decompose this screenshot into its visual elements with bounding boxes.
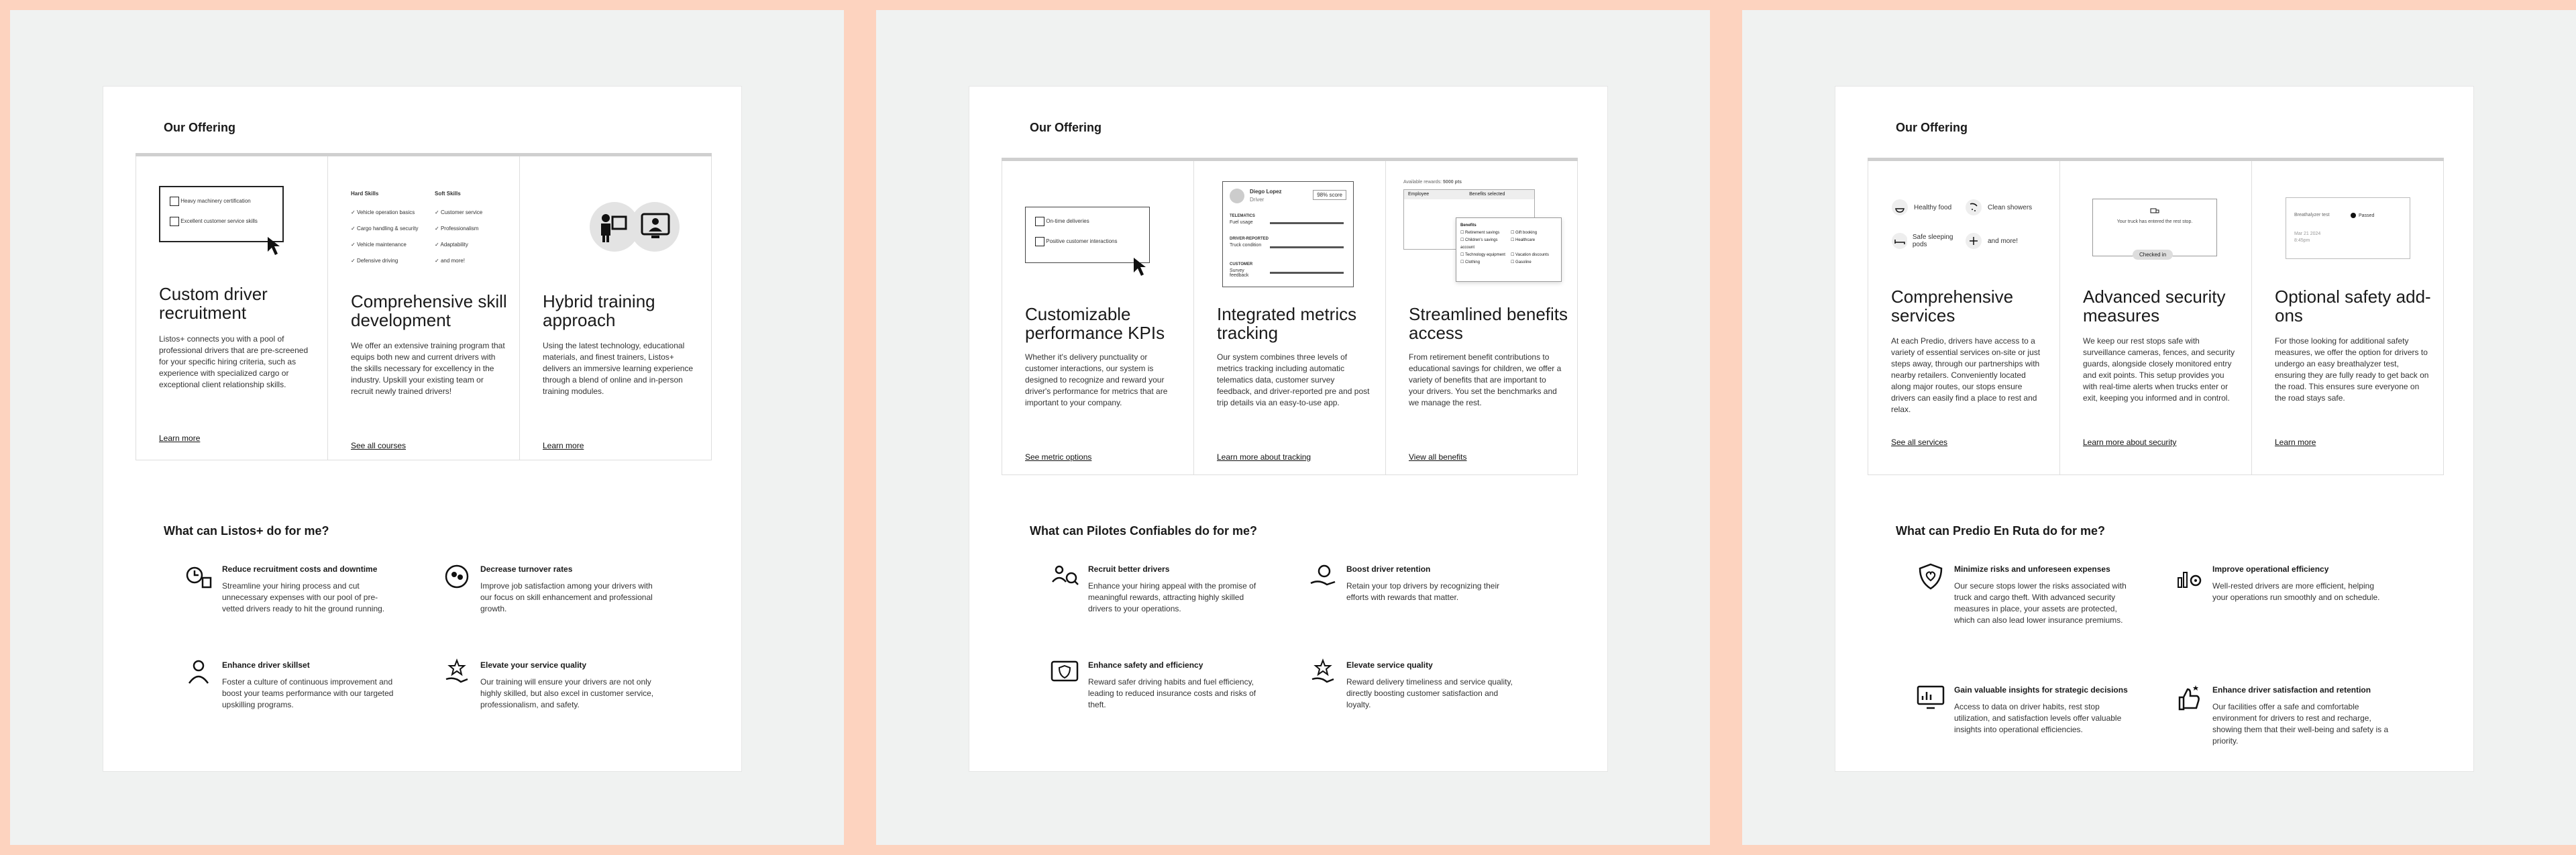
- test-time: 8:45pm: [2294, 238, 2310, 243]
- money-clock-icon: [184, 562, 213, 591]
- see-all-courses-link[interactable]: See all courses: [351, 441, 407, 450]
- security-alert-illustration: [2092, 199, 2217, 260]
- benefit-desc: Retain your top drivers by recognizing their efforts with rewards that matter.: [1346, 581, 1500, 602]
- benefit-item: [2174, 685, 2389, 747]
- test-label: Breathalyzer test: [2294, 213, 2330, 217]
- benefits-table-illustration: [1403, 180, 1571, 287]
- card-title: Integrated metrics tracking: [1217, 304, 1357, 343]
- benefit-desc: Enhance your hiring appeal with the promise of meaningful rewards, attracting highly skilled drivers to your operations.: [1088, 581, 1256, 613]
- benefit-item: [184, 564, 398, 615]
- benefit-item: [1916, 685, 2131, 736]
- offering-card-skills: [328, 156, 520, 460]
- card-desc: For those looking for additional safety measures, we offer the option for drivers to undergo an easy breathalyzer test, ensuring they are fully ready to get back on the road. This ensures sure everyone on the road stays safe.: [2275, 336, 2429, 403]
- card-desc: Using the latest technology, educational materials, and finest trainers, Listos+ delivers an immersive learning experience through a blend of online and in-person training modules.: [543, 341, 694, 396]
- benefit-desc: Streamline your hiring process and cut unnecessary expenses with our pool of pre-vetted drivers ready to hit the ground running.: [222, 581, 385, 613]
- driver-training-icon: [184, 658, 213, 687]
- offering-card-benefits: [1386, 161, 1578, 475]
- benefit-item: [184, 660, 398, 711]
- test-result: Passed: [2359, 213, 2375, 218]
- benefit-item: [1308, 564, 1523, 603]
- checkbox-icon: [1035, 237, 1044, 246]
- cursor-icon: [266, 236, 284, 257]
- truck-icon: [2150, 206, 2159, 215]
- checkbox-icon: [170, 197, 179, 206]
- people-cycle-icon: [442, 562, 472, 591]
- card-desc: We offer an extensive training program that equips both new and current drivers with the skills necessary for excellency in the industry. Upskill your existing team or recruit newly trained drivers!: [351, 341, 505, 396]
- benefit-title: Elevate your service quality: [480, 660, 587, 670]
- online-class-icon: [641, 213, 670, 242]
- avatar: [1230, 189, 1244, 203]
- benefit-title: Decrease turnover rates: [480, 564, 573, 574]
- card-desc: At each Predio, drivers have access to a variety of essential services on-site or just steps away, through our partnerships with nearby retailers. Conveniently located along major routes, our stops ensure drivers can easily find a place to rest and relax.: [1891, 336, 2041, 414]
- benefit-desc: Access to data on driver habits, rest stop utilization, and satisfaction levels offer valuable insights into operational efficiencies.: [1954, 702, 2122, 734]
- benefit-item: [1308, 660, 1523, 711]
- thumbs-up-stars-icon: [2174, 683, 2204, 712]
- what-title: What can Pilotes Confiables do for me?: [1030, 524, 1258, 538]
- bed-icon: [1891, 232, 1907, 250]
- row-label: Survey feedback: [1230, 268, 1249, 278]
- view-all-benefits-link[interactable]: View all benefits: [1409, 452, 1467, 462]
- benefit-title: Enhance safety and efficiency: [1088, 660, 1203, 670]
- benefits-popup-title: Benefits: [1460, 223, 1477, 228]
- service-label: Clean showers: [1988, 203, 2033, 211]
- offering-card-security: [2060, 161, 2252, 475]
- row-label: Truck condition: [1230, 243, 1262, 248]
- benefits-col: Benefits selected: [1469, 192, 1505, 197]
- benefit-desc: Well-rested drivers are more efficient, helping your operations run smoothly and on schedule.: [2212, 581, 2380, 602]
- alert-text: Your truck has entered the rest stop.: [2116, 219, 2193, 224]
- benefit-title: Reduce recruitment costs and downtime: [222, 564, 378, 574]
- learn-more-link[interactable]: Learn more: [543, 441, 584, 450]
- card-desc: We keep our rest stops safe with surveillance cameras, fences, and security guards, alongside closely monitored entry and exit points. This setup provides you with real-time alerts when trucks enter or exit, keeping you informed and in control.: [2083, 336, 2235, 403]
- driver-metrics-illustration: [1222, 181, 1354, 287]
- offering-strip: [1868, 158, 2444, 475]
- benefit-title: Elevate service quality: [1346, 660, 1433, 670]
- check-label: On-time deliveries: [1046, 218, 1089, 225]
- card-title: Custom driver recruitment: [159, 284, 268, 323]
- benefit-item: [1916, 564, 2131, 626]
- panel-predio: [1742, 10, 2576, 845]
- soft-skills-title: Soft Skills: [435, 191, 461, 197]
- benefit-desc: Our training will ensure your drivers are not only highly skilled, but also excel in customer service, professionalism, and safety.: [480, 677, 654, 709]
- status-dot-icon: [2351, 213, 2356, 218]
- skills-illustration: [351, 174, 505, 273]
- benefit-desc: Reward delivery timeliness and service quality, directly boosting customer satisfaction and loyalty.: [1346, 677, 1513, 709]
- check-label: Positive customer interactions: [1046, 238, 1118, 245]
- offering-card-tracking: [1194, 161, 1386, 475]
- benefit-title: Recruit better drivers: [1088, 564, 1170, 574]
- services-illustration: [1891, 179, 2045, 278]
- offering-card-recruitment: [136, 156, 328, 460]
- offering-card-services: [1868, 161, 2060, 475]
- hard-skills-title: Hard Skills: [351, 191, 379, 197]
- offering-card-kpis: [1002, 161, 1194, 475]
- benefit-title: Gain valuable insights for strategic decisions: [1954, 685, 2128, 695]
- section-label: DRIVER-REPORTED: [1230, 237, 1269, 241]
- card-title: Advanced security measures: [2083, 287, 2226, 325]
- card-title: Optional safety add-ons: [2275, 287, 2431, 325]
- checkbox-icon: [170, 217, 179, 226]
- offering-title: Our Offering: [164, 121, 235, 134]
- offering-card-hybrid: [520, 156, 712, 460]
- card-desc: Listos+ connects you with a pool of professional drivers that are pre-screened for your specific hiring criteria, such as experience with specialized cargo or exceptional client relationship skills.: [159, 334, 309, 389]
- recruit-icon: [1050, 562, 1079, 591]
- what-title: What can Predio En Ruta do for me?: [1896, 524, 2106, 538]
- card-title: Customizable performance KPIs: [1025, 304, 1165, 343]
- benefit-title: Improve operational efficiency: [2212, 564, 2329, 574]
- benefit-desc: Improve job satisfaction among your drivers with our focus on skill enhancement and professional growth.: [480, 581, 653, 613]
- hand-star-icon: [442, 658, 472, 687]
- shield-heart-icon: [1916, 562, 1945, 591]
- check-label: Heavy machinery certification: [180, 198, 251, 205]
- check-label: Excellent customer service skills: [180, 218, 258, 225]
- card-desc: From retirement benefit contributions to educational savings for children, we offer a variety of benefits that are important to your drivers. You set the benchmarks and we manage the rest.: [1409, 352, 1562, 407]
- what-title: What can Listos+ do for me?: [164, 524, 329, 538]
- offering-title: Our Offering: [1030, 121, 1102, 134]
- see-all-services-link[interactable]: See all services: [1891, 438, 1948, 447]
- section-label: TELEMATICS: [1230, 214, 1255, 218]
- benefit-desc: Our secure stops lower the risks associated with truck and cargo theft. With advanced security measures in place, your assets are protected, which can also lead lower insurance premiums.: [1954, 581, 2127, 625]
- card-desc: Whether it's delivery punctuality or customer interactions, our system is designed to recognize and reward your driver's performance for metrics that are important to your company.: [1025, 352, 1168, 407]
- checklist-illustration: [159, 174, 313, 273]
- offering-title: Our Offering: [1896, 121, 1968, 134]
- panel-listos: [10, 10, 844, 845]
- kpi-checklist-illustration: [1025, 179, 1179, 278]
- checkbox-icon: [1035, 217, 1044, 226]
- driver-name: Diego Lopez: [1250, 189, 1282, 195]
- hand-star-icon: [1308, 658, 1338, 687]
- service-label: Safe sleeping pods: [1912, 234, 1953, 248]
- panel-pilotes: [876, 10, 1710, 845]
- hybrid-training-illustration: [543, 174, 697, 273]
- benefit-item: [442, 660, 657, 711]
- service-label: and more!: [1988, 237, 2019, 245]
- benefits-popup: Benefits ☐ Retirement savings ☐ Gift booking ☐ Children's savings account ☐ Healthcare ☐ Technology equipment ☐ Vacation discounts ☐ Clothing ☐ Gasoline: [1456, 217, 1562, 282]
- row-label: Fuel usage: [1230, 220, 1253, 225]
- see-metric-options-link[interactable]: See metric options: [1025, 452, 1092, 462]
- learn-more-tracking-link[interactable]: Learn more about tracking: [1217, 452, 1311, 462]
- learn-more-link[interactable]: Learn more: [159, 434, 201, 443]
- benefit-title: Enhance driver satisfaction and retention: [2212, 685, 2371, 695]
- learn-more-security-link[interactable]: Learn more about security: [2083, 438, 2177, 447]
- offering-strip: [1002, 158, 1578, 475]
- shower-icon: [1965, 199, 1982, 216]
- learn-more-link[interactable]: Learn more: [2275, 438, 2316, 447]
- benefit-item: [1050, 564, 1265, 615]
- benefit-desc: Reward safer driving habits and fuel efficiency, leading to reduced insurance costs and risks of theft.: [1088, 677, 1256, 709]
- card-title: Hybrid training approach: [543, 291, 655, 330]
- shield-screen-icon: [1050, 658, 1079, 687]
- offering-card-safety: [2252, 161, 2444, 475]
- card-desc: Our system combines three levels of metrics tracking including automatic telematics data, customer survey feedback, and driver-reported pre and post trip details via an easy-to-use app.: [1217, 352, 1370, 407]
- trainer-icon: [598, 213, 629, 244]
- test-date: Mar 21 2024: [2294, 232, 2321, 236]
- benefit-desc: Foster a culture of continuous improvement and boost your teams performance with our targeted upskilling programs.: [222, 677, 394, 709]
- section-label: CUSTOMER: [1230, 262, 1253, 266]
- rewards-value: 5000 pts: [1443, 180, 1462, 185]
- driver-role: Driver: [1250, 197, 1265, 203]
- cursor-icon: [1132, 256, 1150, 278]
- monitor-insights-icon: [1916, 683, 1945, 712]
- chart-gear-icon: [2174, 562, 2204, 591]
- benefit-item: [2174, 564, 2389, 603]
- card-title: Comprehensive services: [1891, 287, 2014, 325]
- card-title: Comprehensive skill development: [351, 291, 507, 330]
- benefit-desc: Our facilities offer a safe and comfortable environment for drivers to rest and recharge, showing them that their well-being and safety is a priority.: [2212, 702, 2389, 746]
- checked-in-pill: Checked in: [2133, 250, 2173, 260]
- benefit-title: Minimize risks and unforeseen expenses: [1954, 564, 2110, 574]
- benefit-title: Boost driver retention: [1346, 564, 1431, 574]
- food-icon: [1891, 199, 1909, 216]
- benefit-item: [1050, 660, 1265, 711]
- plus-icon: [1965, 232, 1982, 250]
- benefit-title: Enhance driver skillset: [222, 660, 310, 670]
- score-badge: 98% score: [1313, 190, 1346, 200]
- employee-col: Employee: [1408, 192, 1430, 197]
- hand-coin-icon: [1308, 562, 1338, 591]
- service-label: Healthy food: [1914, 203, 1952, 211]
- offering-strip: [136, 153, 712, 460]
- card-title: Streamlined benefits access: [1409, 304, 1568, 343]
- benefit-item: [442, 564, 657, 615]
- breathalyzer-illustration: [2286, 197, 2410, 259]
- rewards-label: Available rewards:: [1403, 180, 1442, 185]
- soft-skills-list: ✓ Customer service ✓ Professionalism ✓ Adaptability ✓ and more!: [435, 209, 483, 264]
- hard-skills-list: ✓ Vehicle operation basics ✓ Cargo handling & security ✓ Vehicle maintenance ✓ Defensive driving: [351, 209, 419, 264]
